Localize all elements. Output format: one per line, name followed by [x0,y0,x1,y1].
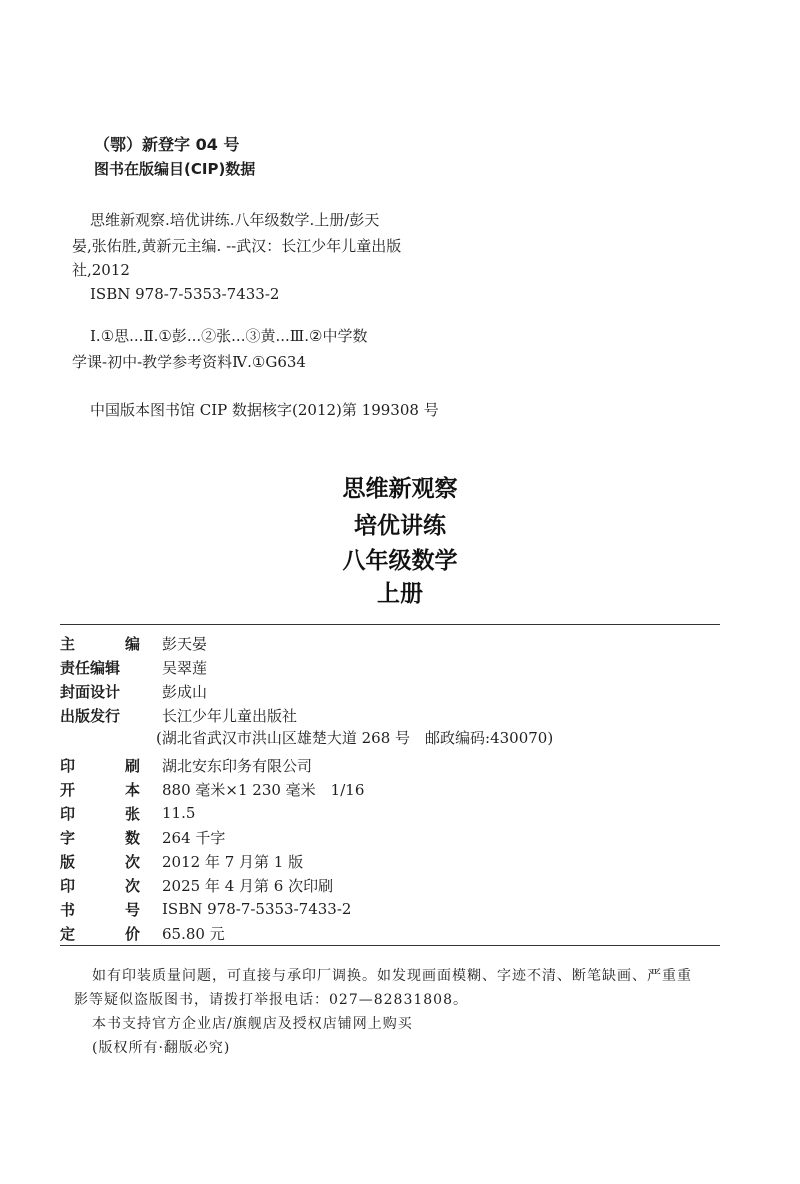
detail-label [60,779,140,800]
book-title-line-3: 八年级数学 [342,548,458,574]
detail-value: 264 千字 [162,828,226,847]
detail-label [60,681,140,702]
detail-label-part: 书 [60,900,76,919]
detail-label [60,851,140,872]
detail-label-part: 主 [60,634,76,653]
cip-heading: 图书在版编目(CIP)数据 [94,160,256,178]
detail-label-part: 封面设计 [60,682,121,701]
detail-label-part: 开 [60,780,76,799]
registration-number: （鄂）新登字 04 号 [94,135,240,154]
detail-label-part: 次 [124,876,140,895]
detail-label-part: 号 [124,900,140,919]
detail-value: 湖北安东印务有限公司 [162,756,313,775]
detail-row [60,754,312,776]
top-divider [60,624,720,625]
publisher-address: (湖北省武汉市洪山区雄楚大道 268 号 邮政编码:430070) [156,729,554,747]
detail-label [60,803,140,824]
notice-line-2: 影等疑似盗版图书，请拨打举报电话：027—82831808。 [74,992,468,1008]
detail-row [60,632,207,654]
detail-label [60,923,140,944]
notice-line-3: 本书支持官方企业店/旗舰店及授权店铺网上购买 [92,1016,413,1032]
detail-value: 65.80 元 [162,924,225,943]
copyright-notice: (版权所有·翻版必究) [92,1040,231,1056]
detail-row [60,802,195,824]
detail-value: 2012 年 7 月第 1 版 [162,852,304,871]
detail-value: 长江少年儿童出版社 [162,706,298,725]
cip-line-1: 思维新观察.培优讲练.八年级数学.上册/彭天 [90,211,380,229]
cip-data-number: 中国版本图书馆 CIP 数据核字(2012)第 199308 号 [90,401,439,419]
detail-label [60,705,140,726]
detail-row [60,656,207,678]
cip-line-3: 社,2012 [72,261,130,279]
detail-label-part: 编 [124,634,140,653]
detail-label-part: 印 [60,876,76,895]
detail-value: ISBN 978-7-5353-7433-2 [162,900,352,918]
detail-value: 2025 年 4 月第 6 次印刷 [162,876,334,895]
detail-label-part: 刷 [124,756,140,775]
detail-label-part: 印 [60,756,76,775]
detail-label-part: 次 [124,852,140,871]
detail-row [60,898,351,920]
bottom-divider [60,945,720,946]
book-title-line-2: 培优讲练 [354,513,446,539]
detail-row [60,850,303,872]
detail-label-part: 出版发行 [60,706,121,725]
detail-value: 11.5 [162,804,196,822]
detail-label [60,827,140,848]
detail-label [60,755,140,776]
detail-label-part: 字 [60,828,76,847]
detail-label-part: 本 [124,780,140,799]
detail-label-part: 定 [60,924,76,943]
detail-value: 彭成山 [162,682,208,701]
detail-label [60,899,140,920]
detail-row [60,874,333,896]
detail-label-part: 版 [60,852,76,871]
detail-label [60,875,140,896]
detail-value: 880 毫米×1 230 毫米 1/16 [162,780,365,799]
detail-row [60,680,207,702]
detail-label-part: 印 [60,804,76,823]
detail-value: 彭天晏 [162,634,208,653]
detail-row [60,704,297,726]
book-title-line-4: 上册 [377,581,423,607]
detail-row [60,826,225,848]
notice-line-1: 如有印装质量问题，可直接与承印厂调换。如发现画面模糊、字迹不清、断笔缺画、严重重 [92,968,692,984]
detail-value: 吴翠莲 [162,658,208,677]
cip-isbn: ISBN 978-7-5353-7433-2 [90,285,280,303]
detail-label-part: 责任编辑 [60,658,121,677]
book-title-line-1: 思维新观察 [342,476,458,502]
detail-row [60,922,225,944]
detail-label-part: 价 [124,924,140,943]
detail-label-part: 数 [124,828,140,847]
detail-label [60,633,140,654]
detail-label-part: 张 [124,804,140,823]
detail-label [60,657,140,678]
cip-line-6: 学课-初中-教学参考资料Ⅳ.①G634 [72,353,306,371]
cip-line-5: Ⅰ.①思...Ⅱ.①彭...②张...③黄...Ⅲ.②中学数 [90,327,368,345]
detail-row [60,778,364,800]
cip-line-2: 晏,张佑胜,黄新元主编. --武汉：长江少年儿童出版 [72,237,402,255]
